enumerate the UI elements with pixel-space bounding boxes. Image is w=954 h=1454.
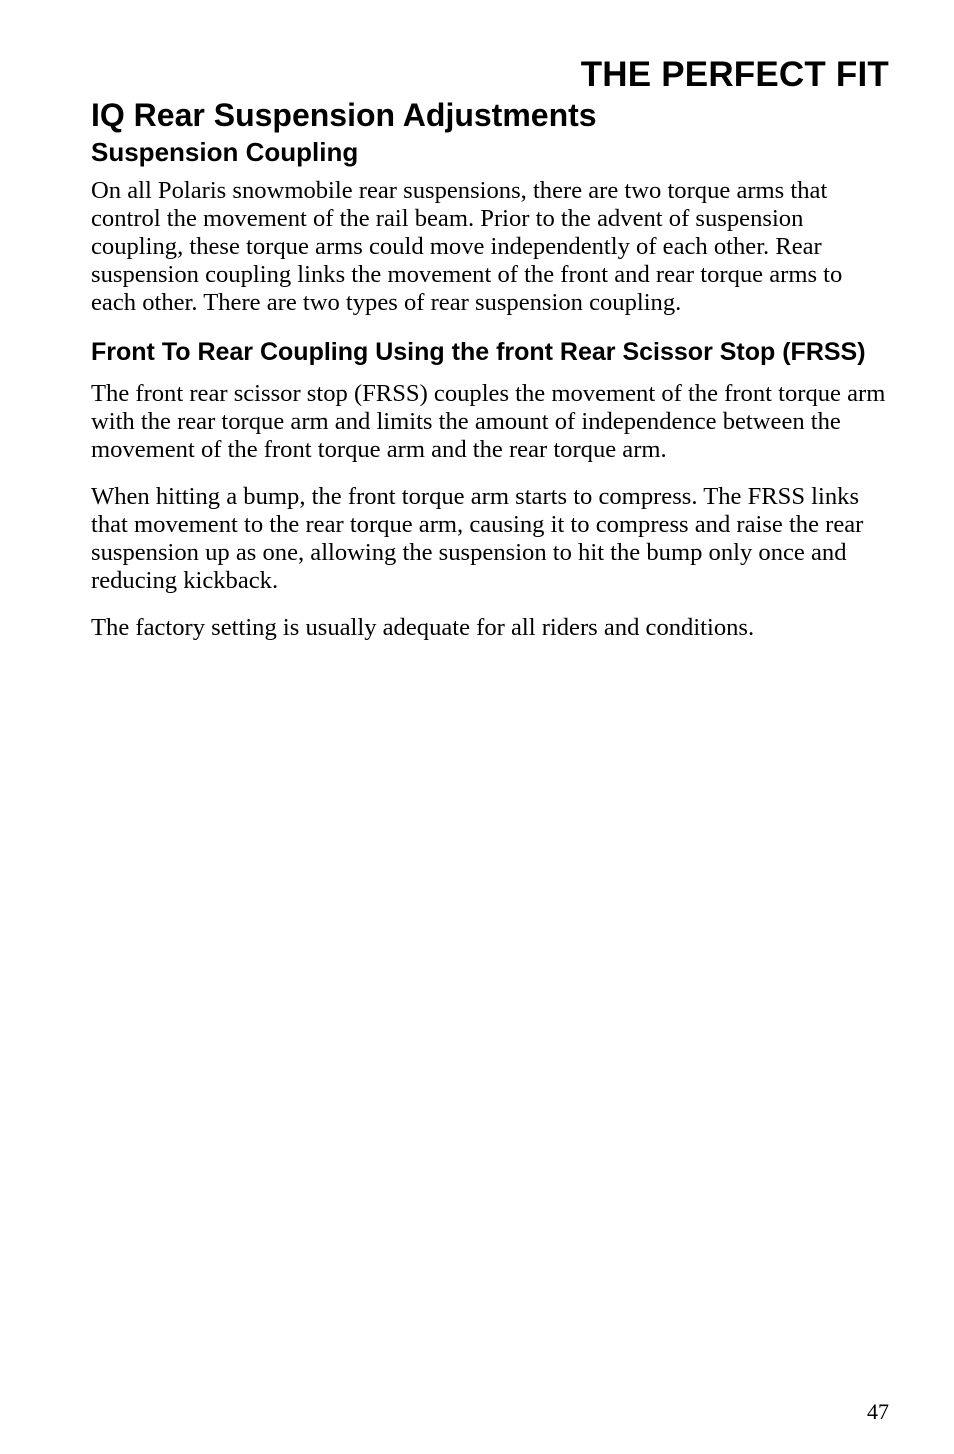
paragraph-suspension-coupling: On all Polaris snowmobile rear suspensions, there are two torque arms that control the movement of the rail beam. Prior to the advent of suspension coupling, these torque arms could move independently of each other. Rear suspension coupling links the movement of the front and rear torque arms to each other. There are two types of rear suspension coupling.	[91, 177, 843, 316]
page-title: IQ Rear Suspension Adjustments	[91, 97, 597, 133]
paragraph-factory-setting: The factory setting is usually adequate for all riders and conditions.	[91, 614, 755, 641]
document-page	[91, 0, 891, 1454]
running-head: THE PERFECT FIT	[580, 55, 889, 94]
paragraph-frss-bump: When hitting a bump, the front torque arm starts to compress. The FRSS links that movement to the rear torque arm, causing it to compress and raise the rear suspension up as one, allowing the suspension to hit the bump only once and reducing kickback.	[91, 483, 864, 594]
section-heading-frss: Front To Rear Coupling Using the front Rear Scissor Stop (FRSS)	[91, 338, 866, 366]
page-number: 47	[867, 1399, 889, 1424]
page-content	[91, 95, 891, 661]
paragraph-frss-description: The front rear scissor stop (FRSS) couples the movement of the front torque arm with the rear torque arm and limits the amount of independence between the movement of the front torque arm and the rear torque arm.	[91, 380, 886, 463]
section-heading-suspension-coupling: Suspension Coupling	[91, 137, 359, 167]
